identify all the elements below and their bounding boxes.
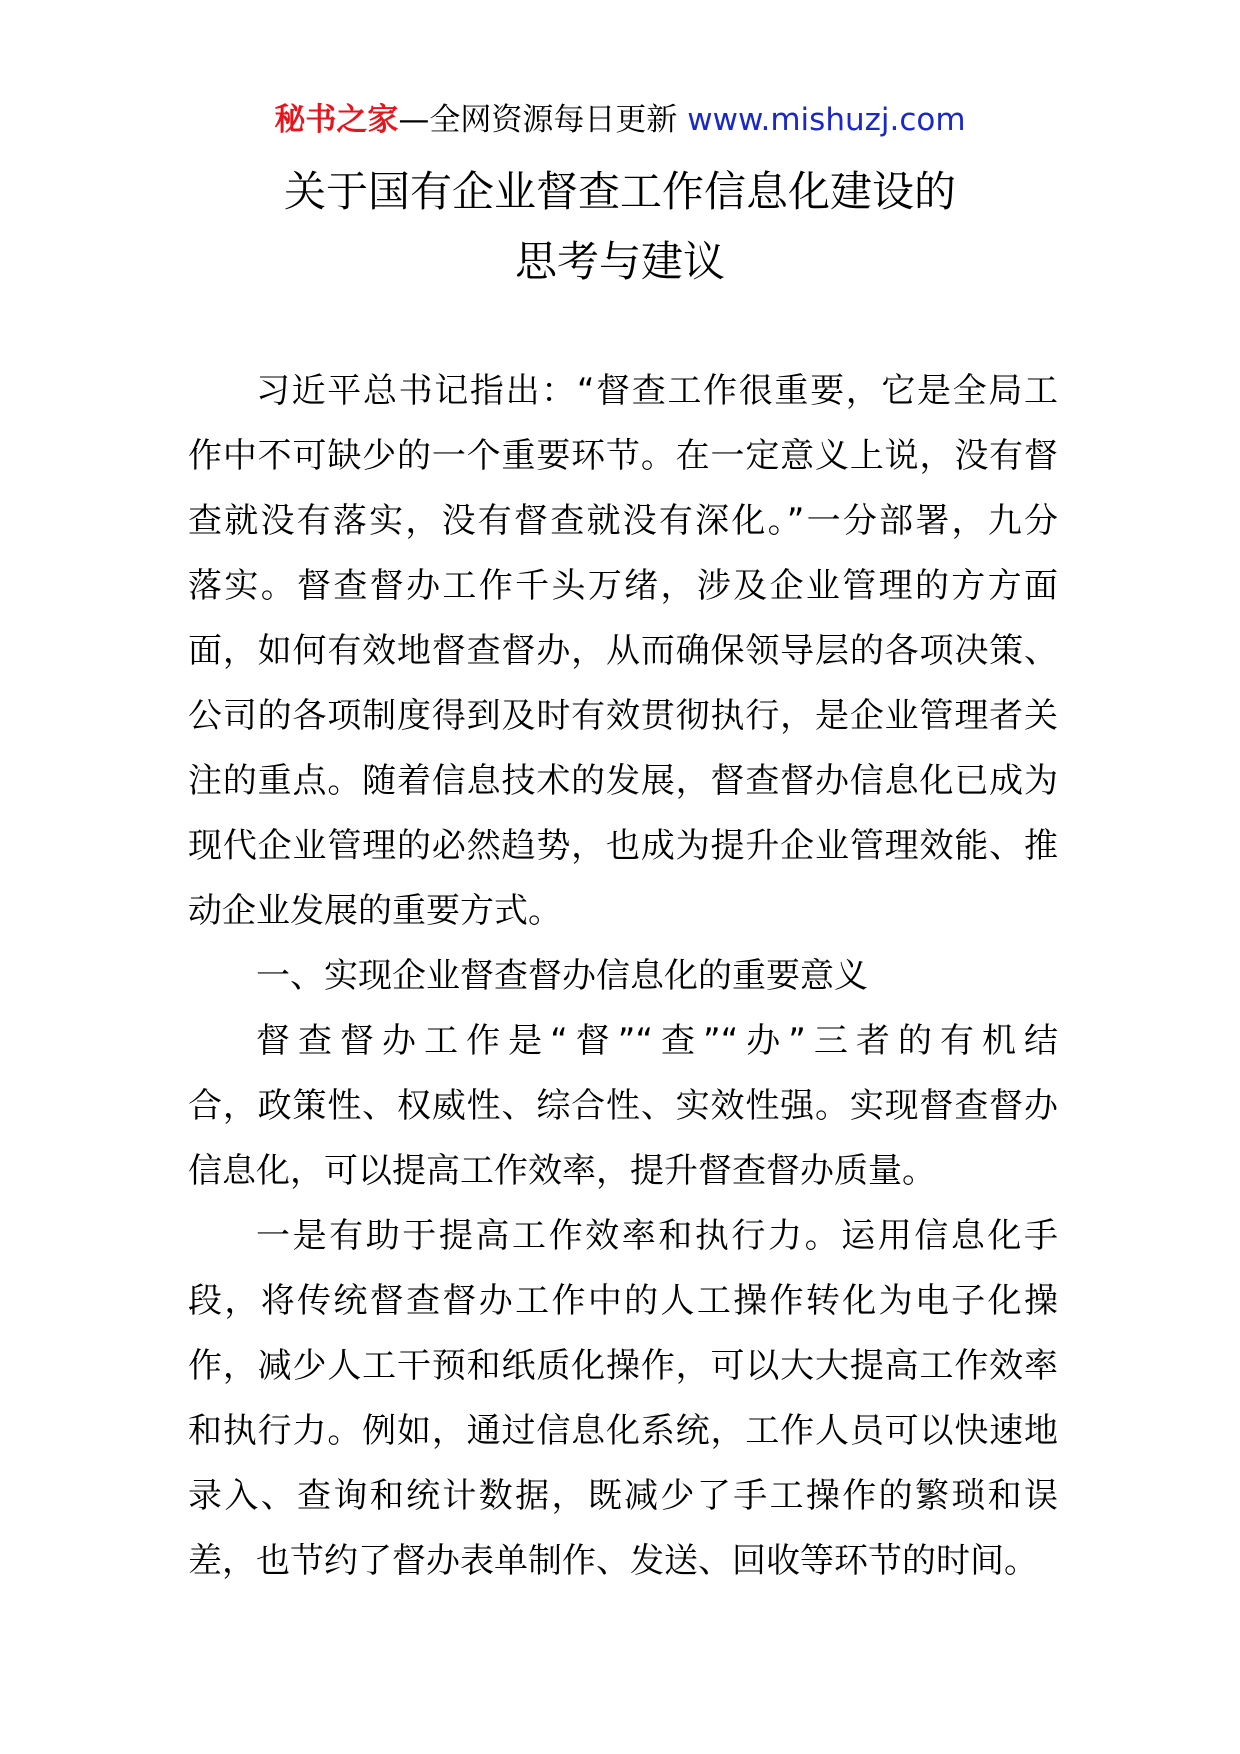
text-line: 差，也节约了督办表单制作、发送、回收等环节的时间。 (188, 1541, 1038, 1581)
text-line: 公司的各项制度得到及时有效贯彻执行，是企业管理者关 (188, 696, 1058, 736)
text-line: 作中不可缺少的一个重要环节。在一定意义上说，没有督 (188, 436, 1058, 476)
text-line: 作，减少人工干预和纸质化操作，可以大大提高工作效率 (188, 1346, 1058, 1386)
document-body (188, 359, 1058, 1594)
text-line: 和执行力。例如，通过信息化系统，工作人员可以快速地 (188, 1411, 1058, 1451)
document-title-line-1: 关于国有企业督查工作信息化建设的 (283, 167, 956, 216)
text-line: 督查督办工作是“督”“查”“办”三者的有机结 (256, 1021, 1058, 1061)
brand-name: 秘书之家 (274, 102, 399, 138)
header-url: www.mishuzj.com (687, 102, 966, 138)
paragraph-intro (188, 359, 1058, 944)
text-line: 现代企业管理的必然趋势，也成为提升企业管理效能、推 (188, 826, 1058, 866)
text-line: 一是有助于提高工作效率和执行力。运用信息化手 (256, 1216, 1058, 1256)
text-line: 习近平总书记指出：“督查工作很重要，它是全局工 (256, 371, 1058, 411)
text-line: 合，政策性、权威性、综合性、实效性强。实现督查督办 (188, 1086, 1058, 1126)
section-heading-text: 一、实现企业督查督办信息化的重要意义 (256, 956, 868, 996)
document-title-line-2: 思考与建议 (514, 237, 725, 286)
text-line: 动企业发展的重要方式。 (188, 891, 562, 931)
text-line: 录入、查询和统计数据，既减少了手工操作的繁琐和误 (188, 1476, 1058, 1516)
paragraph-efficiency (188, 1204, 1058, 1594)
text-line: 注的重点。随着信息技术的发展，督查督办信息化已成为 (188, 761, 1058, 801)
text-line: 段，将传统督查督办工作中的人工操作转化为电子化操 (188, 1281, 1058, 1321)
site-watermark-header (0, 100, 1240, 140)
text-line: 面，如何有效地督查督办，从而确保领导层的各项决策、 (188, 631, 1058, 671)
paragraph-significance (188, 1009, 1058, 1204)
header-tagline: —全网资源每日更新 (398, 102, 688, 138)
text-line: 查就没有落实，没有督查就没有深化。”一分部署，九分 (188, 501, 1058, 541)
text-line: 落实。督查督办工作千头万绪，涉及企业管理的方方面 (188, 566, 1058, 606)
section-heading-1 (188, 944, 1058, 1009)
text-line: 信息化，可以提高工作效率，提升督查督办质量。 (188, 1151, 936, 1191)
